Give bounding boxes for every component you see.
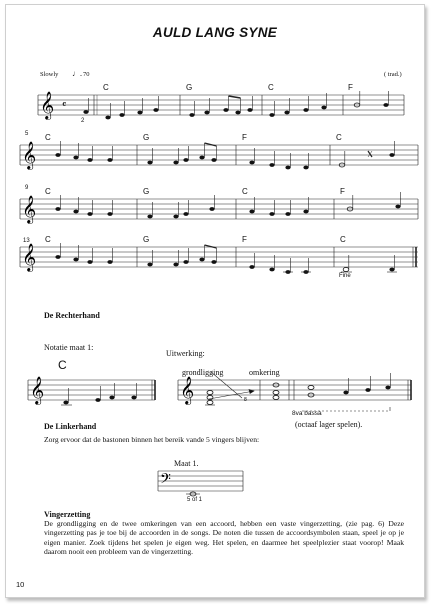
measure-label: Maat 1.: [174, 459, 199, 468]
staff-line: [38, 95, 404, 115]
pickup-fingering: 2: [81, 118, 85, 124]
chord-notes: [207, 383, 279, 405]
chord-label: G: [143, 133, 150, 142]
treble-clef-icon: 𝄞: [22, 141, 37, 169]
staff-line: [20, 247, 418, 267]
fingering-body: De grondligging en de twee omkeringen van een accoord, hebben een vaste vingerzetting, (zie pag. 6) Deze vingerzetting pas je toe bij de accoorden in de songs. De noten die tussen de accoordsymbolen staan, speel je op je eigen manier. Zoek tijdens het spelen je eigen weg. Het spelen, en daarmee het speelplezier staat voorop! Maak daarom nooit een probleem van de vingerzetting.: [44, 519, 404, 556]
omkering-label: omkering: [249, 368, 280, 377]
chord-label: C: [103, 83, 109, 92]
chord-label: C: [45, 235, 51, 244]
bass-fingering: 5 of 1: [187, 497, 203, 503]
example-chord-label: C: [58, 358, 67, 372]
common-time-icon: 𝄴: [62, 100, 67, 111]
chord-label: F: [242, 133, 247, 142]
bass-staff-example: [6, 467, 424, 507]
treble-clef-icon: 𝄞: [180, 376, 195, 404]
grondligging-label: grondligging: [182, 368, 224, 377]
fingering-heading: Vingerzetting: [44, 510, 91, 519]
staff-line: [20, 145, 418, 165]
chord-label: G: [186, 83, 193, 92]
page-number: 10: [16, 580, 25, 589]
chord-label: C: [340, 235, 346, 244]
treble-clef-icon: 𝄞: [22, 243, 37, 271]
left-hand-heading: De Linkerhand: [44, 422, 97, 431]
chord-label: F: [348, 83, 353, 92]
note-heads: [55, 255, 394, 274]
chord-label: G: [143, 187, 150, 196]
chord-label: C: [268, 83, 274, 92]
chord-label: C: [336, 133, 342, 142]
measure-number: 13: [23, 238, 30, 244]
fine-label: Fine: [339, 273, 351, 279]
treble-clef-icon: 𝄞: [30, 376, 45, 404]
fingering-digit: 8: [244, 397, 247, 403]
octave-note: (octaaf lager spelen).: [295, 420, 363, 429]
working-label: Uitwerking:: [166, 349, 205, 358]
treble-clef-icon: 𝄞: [22, 195, 37, 223]
right-hand-examples: [6, 365, 424, 445]
song-title: AULD LANG SYNE: [152, 25, 278, 40]
right-hand-heading: De Rechterhand: [44, 311, 100, 320]
treble-clef-icon: 𝄞: [40, 91, 55, 119]
source-label: ( trad.): [384, 71, 402, 78]
note-heads: [55, 153, 394, 169]
chord-label: F: [242, 235, 247, 244]
tempo-note-symbol: ♩.: [72, 69, 82, 78]
measure-number: 5: [25, 131, 29, 137]
songbook-page: [5, 4, 425, 598]
left-hand-intro: Zorg ervoor dat de bastonen binnen het bereik vande 5 vingers blijven:: [44, 435, 260, 444]
tempo-value: 70: [83, 71, 90, 78]
staff-line: [20, 199, 418, 219]
measure-number: 9: [25, 185, 29, 191]
score-staves: [6, 5, 424, 297]
chord-label: G: [143, 235, 150, 244]
chord-label: C: [45, 133, 51, 142]
chord-label: F: [340, 187, 345, 196]
chord-label: C: [242, 187, 248, 196]
notation-label: Notatie maat 1:: [44, 343, 94, 352]
bass-clef-icon: 𝄢: [160, 471, 171, 491]
ottava-label: 8va bassa: [292, 410, 322, 417]
note-heads: [55, 205, 400, 219]
chord-label: C: [45, 187, 51, 196]
tempo-label: Slowly: [40, 71, 59, 78]
